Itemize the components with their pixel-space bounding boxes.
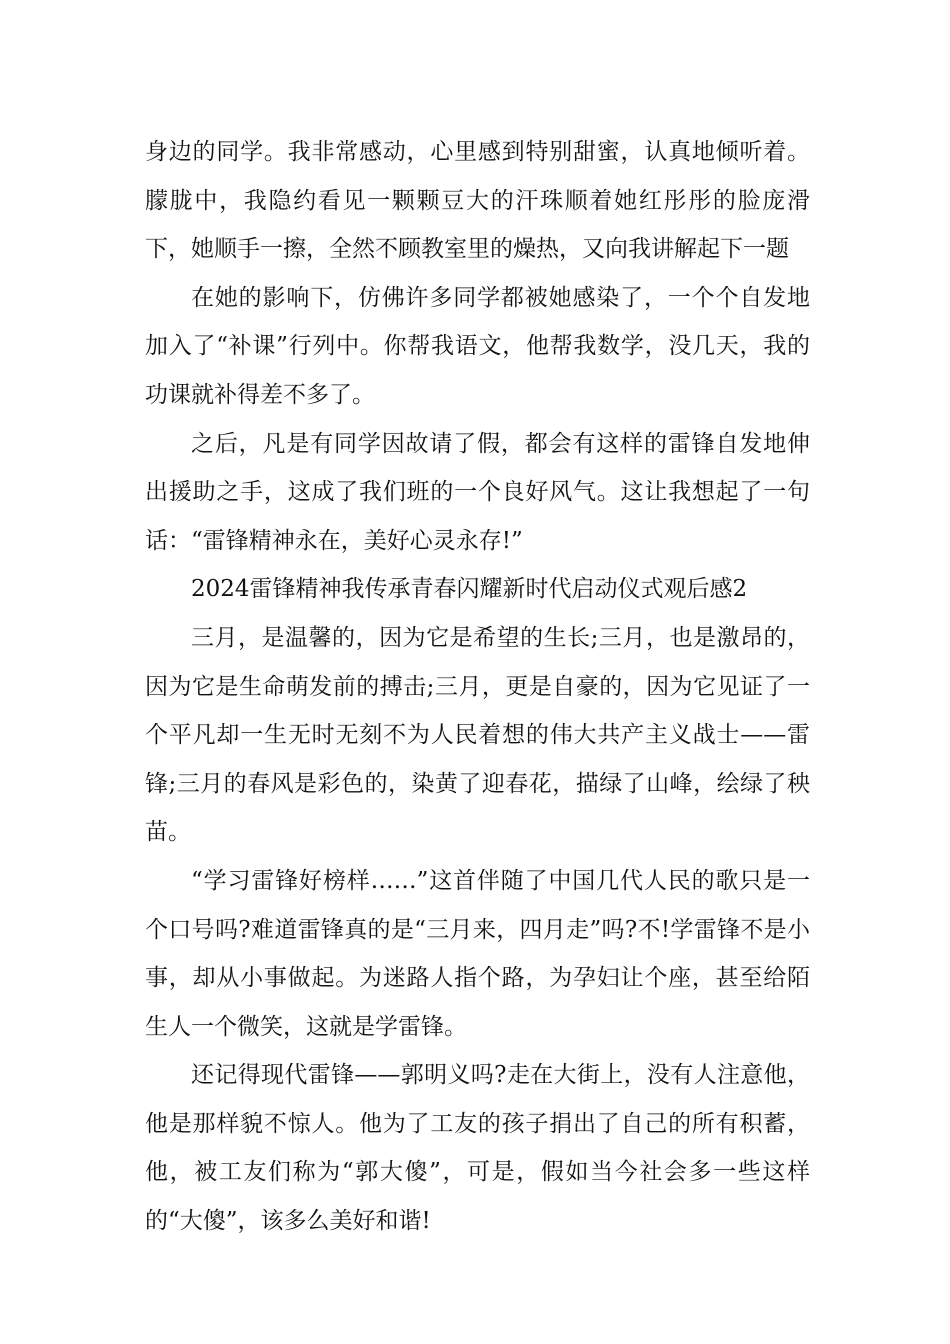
paragraph-class-spirit: 之后，凡是有同学因故请了假，都会有这样的雷锋自发地伸出援助之手，这成了我们班的一个良好风气。这让我想起了一句话：“雷锋精神永在，美好心灵永存!” [145, 430, 810, 554]
paragraph-guo-mingyi: 还记得现代雷锋——郭明义吗?走在大街上，没有人注意他，他是那样貌不惊人。他为了工友的孩子捐出了自己的所有积蓄，他，被工友们称为“郭大傻”，可是，假如当今社会多一些这样的“大傻”，该多么美好和谐! [145, 1062, 810, 1235]
document-body [145, 128, 810, 1246]
paragraph-song: “学习雷锋好榜样……”这首伴随了中国几代人民的歌只是一个口号吗?难道雷锋真的是“三月来，四月走”吗?不!学雷锋不是小事，却从小事做起。为迷路人指个路，为孕妇让个座，甚至给陌生人一个微笑，这就是学雷锋。 [145, 867, 810, 1040]
paragraph-influence: 在她的影响下，仿佛许多同学都被她感染了，一个个自发地加入了“补课”行列中。你帮我语文，他帮我数学，没几天，我的功课就补得差不多了。 [145, 284, 810, 408]
section-heading: 2024雷锋精神我传承青春闪耀新时代启动仪式观后感2 [191, 576, 748, 603]
paragraph-continuation: 身边的同学。我非常感动，心里感到特别甜蜜，认真地倾听着。朦胧中，我隐约看见一颗颗豆大的汗珠顺着她红彤彤的脸庞滑下，她顺手一擦，全然不顾教室里的燥热，又向我讲解起下一题 [145, 139, 810, 263]
paragraph-march: 三月，是温馨的，因为它是希望的生长;三月，也是激昂的，因为它是生命萌发前的搏击;三月，更是自豪的，因为它见证了一个平凡却一生无时无刻不为人民着想的伟大共产主义战士——雷锋;三月的春风是彩色的，染黄了迎春花，描绿了山峰，绘绿了秧苗。 [145, 624, 810, 846]
